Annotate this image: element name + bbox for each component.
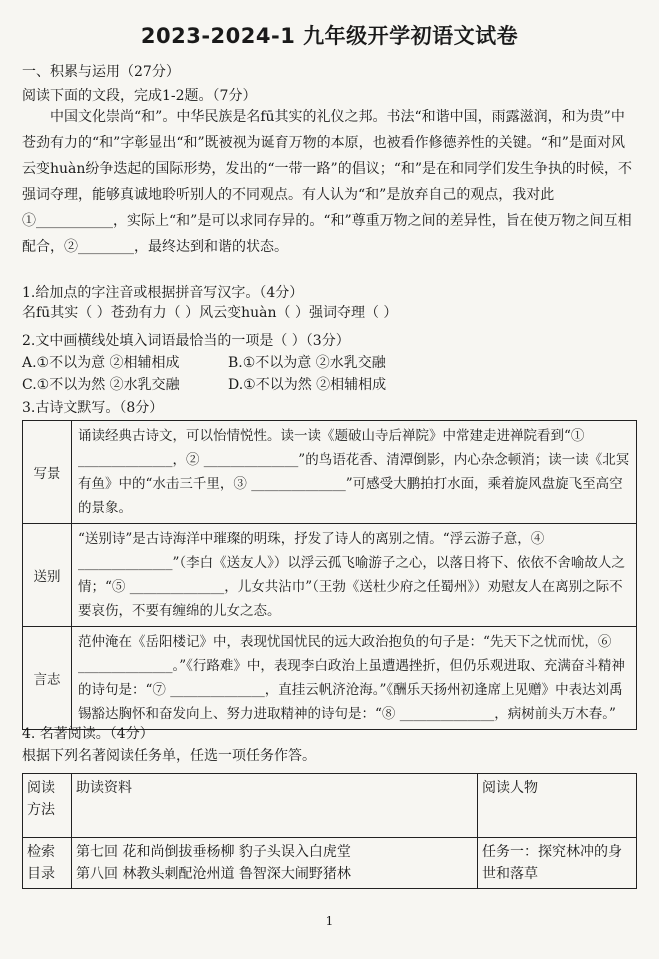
chapter-7: 第七回 花和尚倒拔垂杨柳 豹子头误入白虎堂 (76, 844, 351, 860)
table-row (23, 524, 637, 627)
question-3: 3.古诗文默写。（8分） (22, 400, 164, 416)
option-a: A.①不以为意 ②相辅相成 (22, 355, 180, 371)
chapter-8: 第八回 林教头刺配沧州道 鲁智深大闹野猪林 (76, 866, 351, 882)
table-row (23, 838, 637, 889)
header-cell: 助读资料 (72, 774, 478, 838)
table-row (23, 421, 637, 524)
question-4: 4. 名著阅读。（4分） (22, 726, 154, 742)
question-1: 1.给加点的字注音或根据拼音写汉字。（4分） (22, 285, 304, 301)
task-cell: 任务一：探究林冲的身世和落草 (478, 838, 637, 889)
row-text: 范仲淹在《岳阳楼记》中，表现忧国忧民的远大政治抱负的句子是：“先天下之忧而忧，⑥ ______________。”《行路难》中，表现李白政治上虽遭遇挫折，但仍乐观进取、充满奋斗精神的诗句是：“⑦ ______________，直挂云帆济沧海。”《酬乐天扬州初逢席上见赠》中表达刘禹锡豁达胸怀和奋发向上、努力进取精神的诗句是：“⑧ ______________，病树前头万木春。” (72, 627, 637, 730)
table-row (23, 627, 637, 730)
method-cell: 检索目录 (23, 838, 72, 889)
table-row (23, 774, 637, 838)
row-text: 诵读经典古诗文，可以怡情悦性。读一读《题破山寺后禅院》中常建走进禅院看到“① ______________，② ______________”的鸟语花香、清潭倒影，内心杂念顿消；读一读《北冥有鱼》中的“水击三千里，③ ______________”可感受大鹏拍打水面，乘着旋风盘旋飞至高空的景象。 (72, 421, 637, 524)
passage-text: 中国文化崇尚“和”。中华民族是名fū其实的礼仪之邦。书法“和谐中国，雨露滋润，和为贵”中苍劲有力的“和”字彰显出“和”既被视为诞育万物的本原，也被看作修德养性的关键。“和”是面对风云变huàn纷争迭起的国际形势，发出的“一带一路”的倡议；“和”是在和同学们发生争执的时候，不强词夺理，能够真诚地聆听别人的不同观点。有人认为“和”是放弃自己的观点，我对此①___________，实际上“和”是可以求同存异的。“和”尊重万物之间的差异性，旨在使万物之间互相配合，②________，最终达到和谐的状态。 (22, 109, 633, 255)
poetry-dictation-table (22, 420, 637, 730)
reading-task-table (22, 773, 637, 889)
row-label: 写景 (23, 421, 72, 524)
row-text: “送别诗”是古诗海洋中璀璨的明珠，抒发了诗人的离别之情。“浮云游子意，④ ______________”（李白《送友人》）以浮云孤飞喻游子之心，以落日将下、依依不舍喻故人之情；“⑤ ______________，儿女共沾巾”（王勃《送杜少府之任蜀州》）劝慰友人在离别之际不要哀伤，不要有缠绵的儿女之态。 (72, 524, 637, 627)
header-cell: 阅读方法 (23, 774, 72, 838)
page-number: 1 (325, 914, 334, 928)
question-1-items: 名fū其实（ ）苍劲有力（ ）风云变huàn（ ）强词夺理（ ） (22, 305, 398, 321)
row-label: 送别 (23, 524, 72, 627)
page-title: 2023-2024-1 九年级开学初语文试卷 (140, 24, 519, 48)
question-4-intro: 根据下列名著阅读任务单，任选一项任务作答。 (22, 748, 316, 764)
row-label: 言志 (23, 627, 72, 730)
header-cell: 阅读人物 (478, 774, 637, 838)
option-d: D.①不以为然 ②相辅相成 (228, 377, 387, 393)
reading-passage (22, 104, 637, 260)
passage-instruction: 阅读下面的文段，完成1-2题。（7分） (22, 88, 257, 104)
question-2: 2.文中画横线处填入词语最恰当的一项是（ ）（3分） (22, 333, 350, 349)
option-b: B.①不以为意 ②水乳交融 (228, 355, 386, 371)
section-1-heading: 一、积累与运用（27分） (22, 64, 180, 80)
material-cell (72, 838, 478, 889)
option-c: C.①不以为然 ②水乳交融 (22, 377, 180, 393)
